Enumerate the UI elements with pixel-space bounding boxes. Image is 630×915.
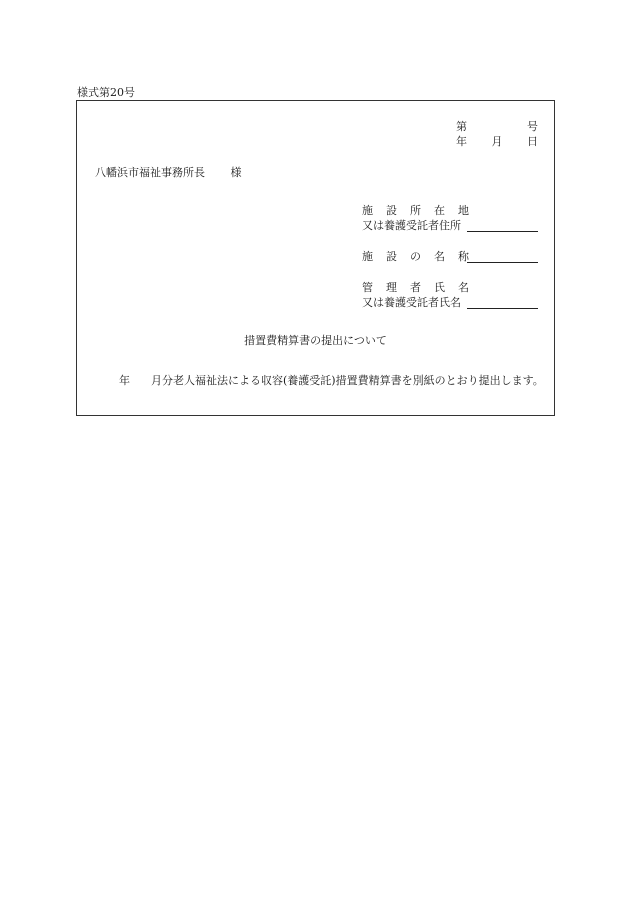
body-year-label: 年: [119, 374, 130, 387]
date-year-label: 年: [456, 135, 467, 148]
facility-address-label: 施 設 所 在 地: [362, 204, 469, 217]
facility-name-label: 施 設 の 名 称: [362, 250, 469, 263]
facility-name-field[interactable]: [467, 262, 538, 263]
form-number: 様式第20号: [77, 86, 135, 99]
addressee: [95, 164, 242, 180]
number-suffix: 号: [527, 120, 538, 133]
document-number: [456, 118, 538, 134]
subject-title: 措置費精算書の提出について: [244, 334, 387, 347]
facility-address-field[interactable]: [467, 231, 538, 232]
document-frame: [76, 100, 555, 416]
number-prefix: 第: [456, 120, 467, 133]
date-day-label: 日: [527, 135, 538, 148]
manager-name-alt-label: 又は養護受託者氏名: [362, 296, 461, 309]
date-month-label: 月: [491, 135, 503, 148]
facility-address-alt-label: 又は養護受託者住所: [362, 219, 461, 232]
addressee-honorific: 様: [230, 166, 242, 179]
document-date: [456, 133, 538, 149]
manager-name-label: 管 理 者 氏 名: [362, 281, 469, 294]
manager-name-field[interactable]: [467, 308, 538, 309]
body-text: [83, 372, 551, 389]
addressee-name: 八幡浜市福祉事務所長: [95, 166, 205, 179]
body-main-text: 月分老人福祉法による収容(養護受託)措置費精算書を別紙のとおり提出します。: [151, 374, 544, 387]
